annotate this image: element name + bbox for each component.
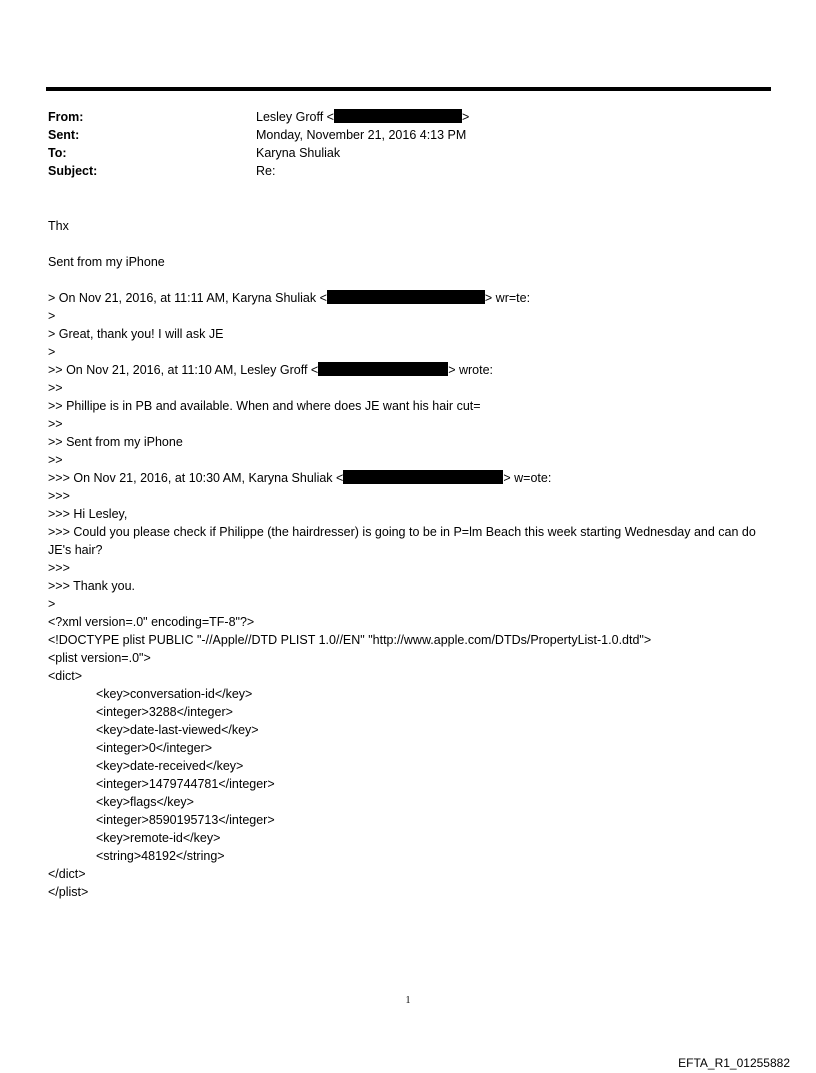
from-row [48,108,469,126]
quote-3-post: > w=ote: [503,471,552,485]
plist-close-tag: </plist> [48,885,89,899]
signature: Sent from my iPhone [48,255,165,269]
plist-entry: <integer>3288</integer> [96,705,233,719]
quote-1-text: > Great, thank you! I will ask JE [48,327,224,341]
plist-entry: <key>date-received</key> [96,759,244,773]
from-label: From: [48,110,84,124]
redacted-email [334,109,462,123]
sent-row [48,126,469,144]
quote-line: >> [48,381,63,395]
from-close: > [461,110,470,124]
plist-entry: <integer>0</integer> [96,741,213,755]
quote-line: >>> [48,561,70,575]
quote-line: > [48,597,56,611]
subject-value: Re: [256,164,276,178]
spacer [48,271,773,289]
dict-open-tag: <dict> [48,669,83,683]
redacted-email [327,290,485,304]
greeting: Thx [48,219,69,233]
quote-line: >> [48,453,63,467]
plist-open-tag: <plist version=.0"> [48,651,151,665]
quote-2-header [48,361,773,379]
plist-entry: <key>conversation-id</key> [96,687,253,701]
plist-xml-declaration: <?xml version=.0" encoding=TF-8"?> [48,615,255,629]
sent-label: Sent: [48,128,80,142]
header-rule [46,87,771,91]
to-label: To: [48,146,67,160]
subject-row [48,162,469,180]
to-value: Karyna Shuliak [256,146,341,160]
quote-3-greeting: >>> Hi Lesley, [48,507,128,521]
from-value [256,108,469,126]
quote-2-text: >> Phillipe is in PB and available. When and where does JE want his hair cut= [48,399,481,413]
email-body [48,217,773,901]
quote-1-pre: > On Nov 21, 2016, at 11:11 AM, Karyna Shuliak < [48,291,327,305]
quote-line: > [48,345,56,359]
quote-line: > [48,309,56,323]
quote-1-post: > wr=te: [484,291,531,305]
quote-2-post: > wrote: [448,363,494,377]
quote-line: >>> [48,489,70,503]
sent-value: Monday, November 21, 2016 4:13 PM [256,128,467,142]
plist-entry: <key>remote-id</key> [96,831,221,845]
plist-entry: <integer>8590195713</integer> [96,813,275,827]
dict-close-tag: </dict> [48,867,86,881]
redacted-email [343,470,503,484]
quote-3-header [48,469,773,487]
quote-3-text: >>> Could you please check if Philippe (the hairdresser) is going to be in P=lm Beach this week starting Wednesday and can do JE's hair? [48,525,760,557]
email-header [48,108,469,180]
quote-line: >> [48,417,63,431]
quote-2-pre: >> On Nov 21, 2016, at 11:10 AM, Lesley Groff < [48,363,319,377]
to-row [48,144,469,162]
spacer [48,235,773,253]
quote-3-thanks: >>> Thank you. [48,579,135,593]
subject-label: Subject: [48,164,98,178]
page-number: 1 [405,995,411,1006]
plist-doctype: <!DOCTYPE plist PUBLIC "-//Apple//DTD PLIST 1.0//EN" "http://www.apple.com/DTDs/PropertyList-1.0.dtd"> [48,633,652,647]
plist-entry: <string>48192</string> [96,849,225,863]
quote-1-header [48,289,773,307]
quote-3-pre: >>> On Nov 21, 2016, at 10:30 AM, Karyna Shuliak < [48,471,344,485]
plist-entry: <key>date-last-viewed</key> [96,723,259,737]
quote-2-signature: >> Sent from my iPhone [48,435,183,449]
redacted-email [318,362,448,376]
from-name: Lesley Groff < [256,110,334,124]
plist-entry: <integer>1479744781</integer> [96,777,275,791]
plist-entry: <key>flags</key> [96,795,194,809]
bates-number: EFTA_R1_01255882 [678,1056,790,1070]
